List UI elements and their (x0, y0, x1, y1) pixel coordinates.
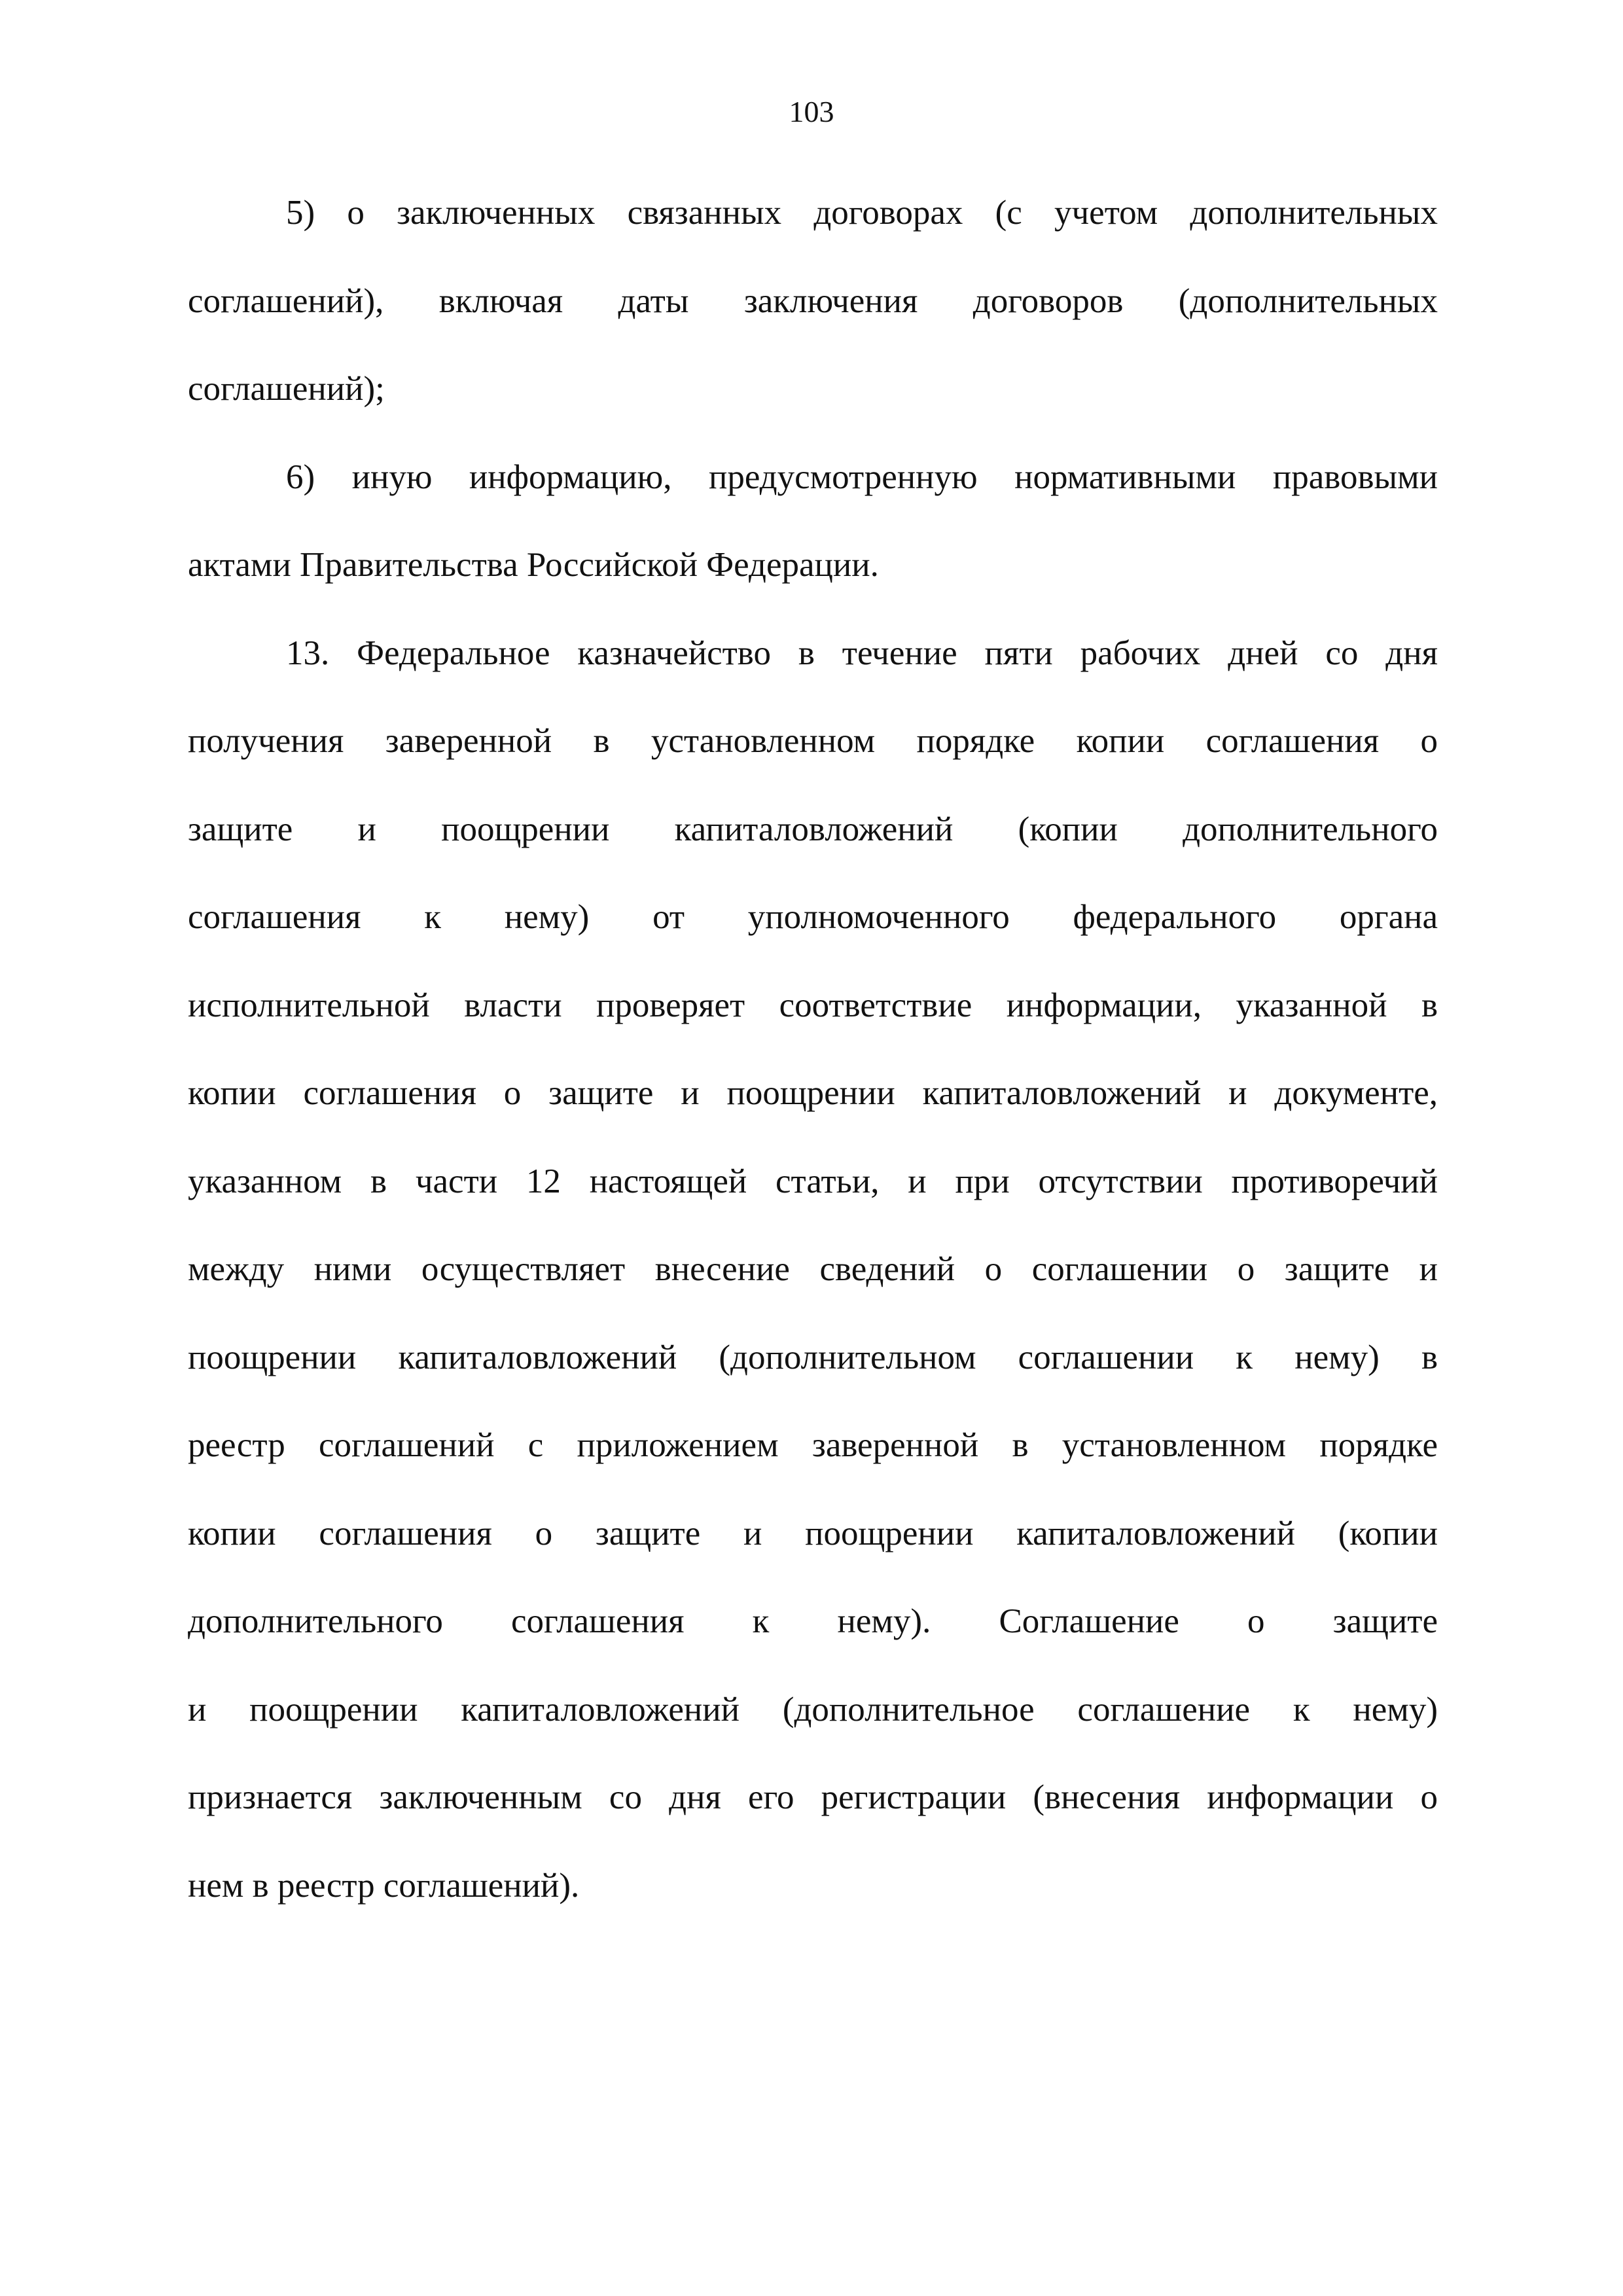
document-body (188, 183, 1438, 1944)
page-number: 103 (789, 95, 834, 128)
clause-13-line-6: копии соглашения о защите и поощрении капиталовложений и документе, (188, 1074, 1438, 1112)
clause-13-line-11: копии соглашения о защите и поощрении капиталовложений (копии (188, 1514, 1438, 1552)
item-5-line-1: 5) о заключенных связанных договорах (с учетом дополнительных (286, 194, 1438, 232)
clause-13-line-5: исполнительной власти проверяет соответствие информации, указанной в (188, 986, 1438, 1024)
item-6-line-2: актами Правительства Российской Федерации. (188, 546, 879, 584)
item-5-line-3: соглашений); (188, 370, 385, 408)
clause-13-line-10: реестр соглашений с приложением заверенной в установленном порядке (188, 1426, 1438, 1464)
clause-13-line-12: дополнительного соглашения к нему). Соглашение о защите (188, 1602, 1438, 1640)
clause-13-line-15: нем в реестр соглашений). (188, 1866, 580, 1905)
clause-13-line-14: признается заключенным со дня его регистрации (внесения информации о (188, 1778, 1438, 1816)
clause-13-line-3: защите и поощрении капиталовложений (копии дополнительного (188, 810, 1438, 848)
item-5-line-2: соглашений), включая даты заключения договоров (дополнительных (188, 281, 1438, 320)
clause-13-line-13: и поощрении капиталовложений (дополнительное соглашение к нему) (188, 1690, 1438, 1729)
clause-13-line-4: соглашения к нему) от уполномоченного федерального органа (188, 898, 1438, 936)
clause-13-line-9: поощрении капиталовложений (дополнительном соглашении к нему) в (188, 1338, 1438, 1376)
clause-13-line-7: указанном в части 12 настоящей статьи, и при отсутствии противоречий (188, 1162, 1438, 1200)
clause-13-line-8: между ними осуществляет внесение сведений о соглашении о защите и (188, 1250, 1438, 1288)
clause-13-line-2: получения заверенной в установленном порядке копии соглашения о (188, 722, 1438, 760)
clause-13-line-1: 13. Федеральное казначейство в течение пяти рабочих дней со дня (286, 634, 1438, 672)
item-6-line-1: 6) иную информацию, предусмотренную нормативными правовыми (286, 457, 1438, 496)
